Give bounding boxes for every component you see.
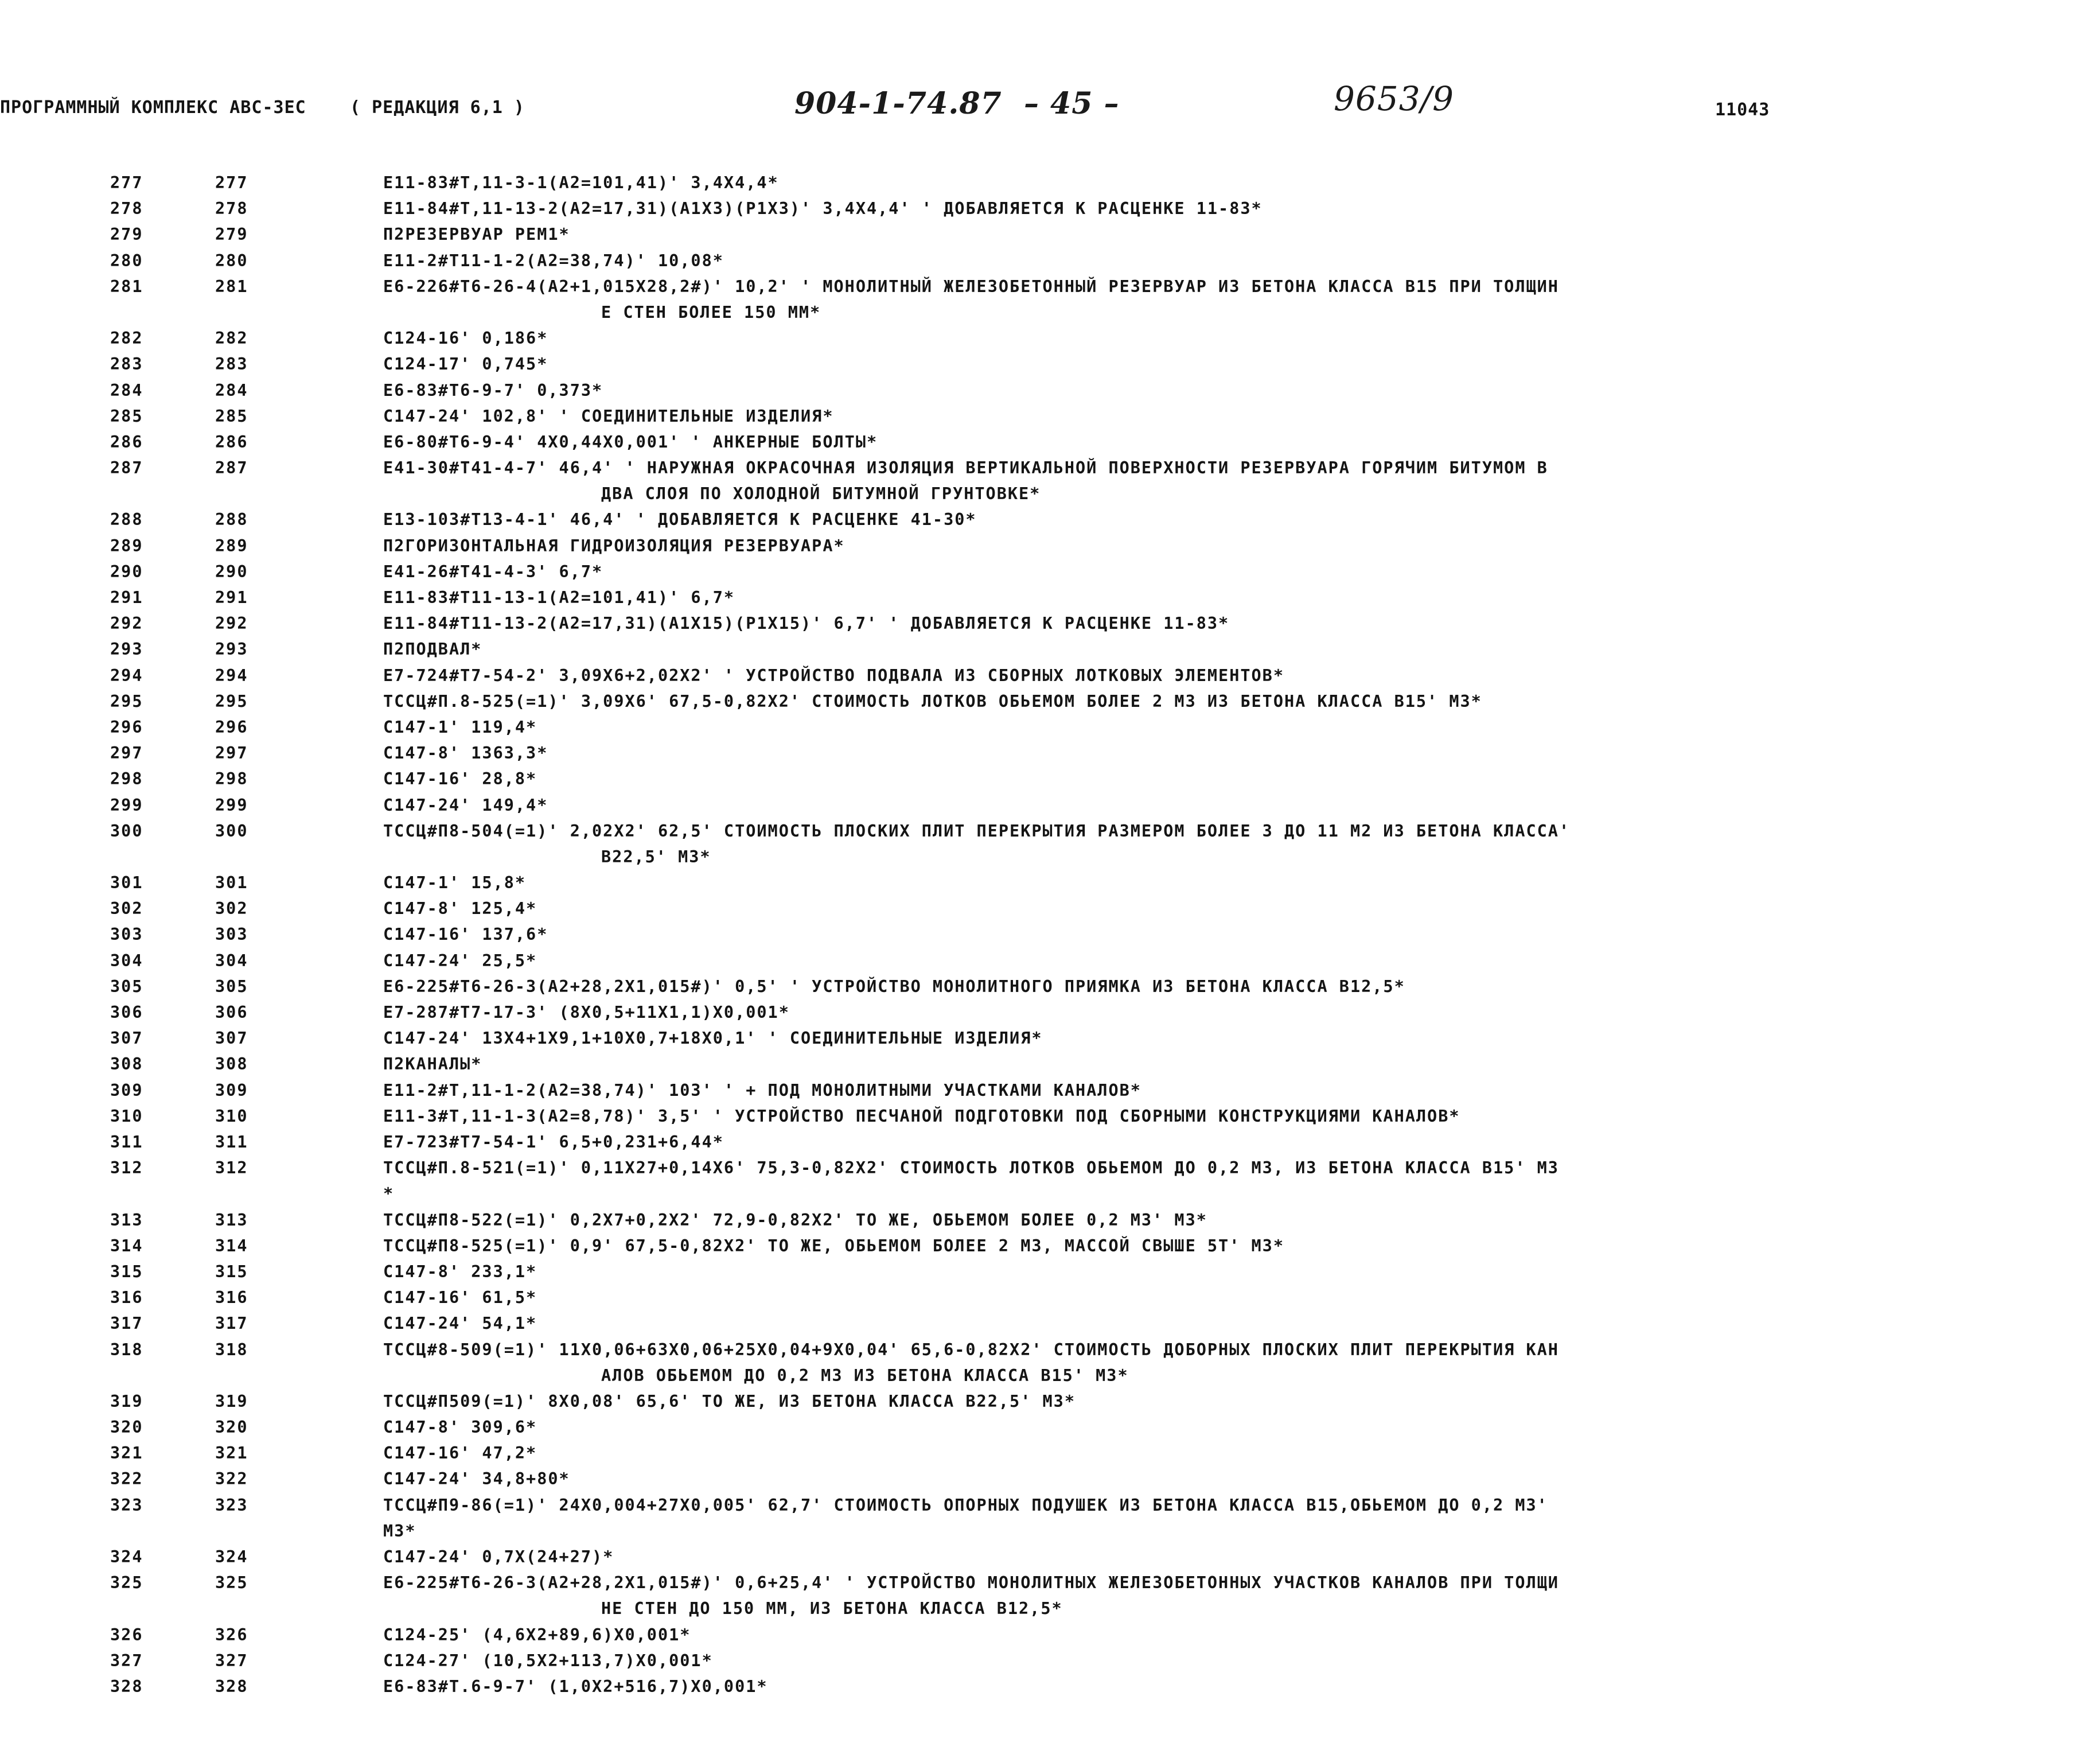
statement-text: С124-25' (4,6Х2+89,6)Х0,001* (383, 1625, 691, 1644)
listing-row (0, 248, 2100, 274)
statement-number: 280 (215, 251, 248, 270)
listing-row (0, 610, 2100, 636)
line-number: 300 (110, 821, 143, 841)
statement-text: С147-24' 102,8' ' СОЕДИНИТЕЛЬНЫЕ ИЗДЕЛИЯ* (383, 406, 834, 426)
line-number: 299 (110, 795, 143, 815)
line-number: 315 (110, 1262, 143, 1281)
code-listing (0, 170, 2100, 1699)
statement-number: 283 (215, 355, 248, 374)
statement-number: 324 (215, 1547, 248, 1567)
listing-row (0, 1103, 2100, 1129)
listing-row (0, 1285, 2100, 1310)
listing-row (0, 1310, 2100, 1336)
statement-text: С147-16' 61,5* (383, 1288, 537, 1308)
statement-number: 307 (215, 1029, 248, 1048)
listing-row (0, 896, 2100, 921)
statement-number: 285 (215, 406, 248, 426)
listing-row (0, 533, 2100, 559)
statement-number: 294 (215, 666, 248, 685)
line-number: 294 (110, 666, 143, 685)
statement-text: С147-16' 137,6* (383, 925, 548, 944)
statement-text: Е7-287#Т7-17-3' (8Х0,5+11Х1,1)Х0,001* (383, 1003, 790, 1022)
statement-text: С147-16' 47,2* (383, 1444, 537, 1463)
line-number: 298 (110, 769, 143, 789)
statement-text: С124-16' 0,186* (383, 329, 548, 348)
handwritten-project-code (794, 86, 1120, 121)
listing-row (0, 714, 2100, 740)
listing-row (0, 403, 2100, 429)
listing-row (0, 1129, 2100, 1155)
line-number: 296 (110, 717, 143, 737)
statement-number: 321 (215, 1444, 248, 1463)
statement-number: 293 (215, 640, 248, 659)
line-number: 301 (110, 873, 143, 893)
statement-text: С124-27' (10,5Х2+113,7)Х0,001* (383, 1651, 713, 1670)
line-number: 285 (110, 406, 143, 426)
listing-row (0, 1492, 2100, 1544)
listing-row (0, 429, 2100, 455)
statement-number: 297 (215, 744, 248, 763)
statement-text: С147-24' 0,7Х(24+27)* (383, 1547, 614, 1567)
statement-number: 320 (215, 1418, 248, 1437)
statement-text: ТССЦ#П8-504(=1)' 2,02Х2' 62,5' СТОИМОСТЬ ПЛОСКИХ ПЛИТ ПЕРЕКРЫТИЯ РАЗМЕРОМ БОЛЕЕ 3 ДО 11 М2 ИЗ БЕТОНА КЛАССА' (383, 821, 1571, 841)
line-number: 297 (110, 744, 143, 763)
handwritten-reference: 9653/9 (1334, 79, 1455, 118)
statement-text: ТССЦ#П509(=1)' 8Х0,08' 65,6' ТО ЖЕ, ИЗ БЕТОНА КЛАССА В22,5' М3* (383, 1391, 1076, 1411)
listing-row (0, 999, 2100, 1025)
page-header (0, 79, 2100, 138)
page-number: – 45 – (1023, 86, 1120, 121)
listing-row (0, 740, 2100, 766)
line-number: 326 (110, 1625, 143, 1644)
statement-continuation: АЛОВ ОБЬЕМОМ ДО 0,2 М3 ИЗ БЕТОНА КЛАССА В15' М3* (601, 1366, 1129, 1385)
statement-text: Е11-84#Т,11-13-2(А2=17,31)(А1Х3)(Р1Х3)' 3,4Х4,4' ' ДОБАВЛЯЕТСЯ К РАСЦЕНКЕ 11-83* (383, 199, 1263, 219)
listing-row (0, 1051, 2100, 1077)
line-number: 278 (110, 199, 143, 219)
statement-number: 317 (215, 1314, 248, 1333)
listing-row (0, 351, 2100, 377)
line-number: 287 (110, 458, 143, 478)
statement-text: Е7-724#Т7-54-2' 3,09Х6+2,02Х2' ' УСТРОЙСТВО ПОДВАЛА ИЗ СБОРНЫХ ЛОТКОВЫХ ЭЛЕМЕНТОВ* (383, 666, 1284, 685)
line-number: 295 (110, 691, 143, 711)
line-number: 328 (110, 1677, 143, 1696)
statement-number: 286 (215, 432, 248, 452)
statement-text: П2КАНАЛЫ* (383, 1055, 482, 1074)
statement-text: С147-24' 25,5* (383, 951, 537, 970)
statement-text: С147-24' 34,8+80* (383, 1469, 570, 1489)
line-number: 293 (110, 640, 143, 659)
statement-text: ТССЦ#П9-86(=1)' 24Х0,004+27Х0,005' 62,7' СТОИМОСТЬ ОПОРНЫХ ПОДУШЕК ИЗ БЕТОНА КЛАССА В15,ОБЬЕМОМ ДО 0,2 М3' (383, 1495, 1548, 1515)
line-number: 324 (110, 1547, 143, 1567)
statement-number: 325 (215, 1573, 248, 1593)
listing-row (0, 1544, 2100, 1570)
statement-text: С147-1' 15,8* (383, 873, 527, 893)
line-number: 314 (110, 1236, 143, 1255)
statement-number: 311 (215, 1132, 248, 1152)
statement-number: 292 (215, 614, 248, 633)
listing-row (0, 1388, 2100, 1414)
statement-text: С147-24' 149,4* (383, 795, 548, 815)
statement-number: 287 (215, 458, 248, 478)
statement-text: С147-8' 125,4* (383, 899, 537, 919)
line-number: 325 (110, 1573, 143, 1593)
statement-number: 316 (215, 1288, 248, 1308)
statement-text: П2ПОДВАЛ* (383, 640, 482, 659)
statement-text: Е11-83#Т,11-3-1(А2=101,41)' 3,4Х4,4* (383, 173, 779, 192)
statement-number: 312 (215, 1158, 248, 1178)
listing-row (0, 1570, 2100, 1621)
statement-text: С124-17' 0,745* (383, 355, 548, 374)
line-number: 283 (110, 355, 143, 374)
statement-text: ТССЦ#8-509(=1)' 11Х0,06+63Х0,06+25Х0,04+9Х0,04' 65,6-0,82Х2' СТОИМОСТЬ ДОБОРНЫХ ПЛОСКИХ ПЛИТ ПЕРЕКРЫТИЯ КАН (383, 1340, 1559, 1359)
statement-number: 310 (215, 1106, 248, 1126)
statement-text: С147-1' 119,4* (383, 717, 537, 737)
handwritten-project-code-text: 904-1-74.87 (794, 86, 1002, 121)
line-number: 306 (110, 1003, 143, 1022)
line-number: 307 (110, 1029, 143, 1048)
line-number: 309 (110, 1080, 143, 1100)
listing-row (0, 196, 2100, 221)
edition-label: ( РЕДАКЦИЯ 6,1 ) (349, 98, 525, 118)
statement-number: 313 (215, 1210, 248, 1230)
statement-number: 299 (215, 795, 248, 815)
line-number: 323 (110, 1495, 143, 1515)
line-number: 312 (110, 1158, 143, 1178)
listing-row (0, 455, 2100, 507)
line-number: 322 (110, 1469, 143, 1489)
listing-row (0, 221, 2100, 247)
statement-text: Е6-225#Т6-26-3(А2+28,2Х1,015#)' 0,6+25,4' ' УСТРОЙСТВО МОНОЛИТНЫХ ЖЕЛЕЗОБЕТОННЫХ УЧАСТКОВ КАНАЛОВ ПРИ ТОЛЩИ (383, 1573, 1559, 1593)
listing-row (0, 689, 2100, 714)
line-number: 308 (110, 1055, 143, 1074)
listing-row (0, 1207, 2100, 1233)
listing-row (0, 974, 2100, 999)
statement-number: 302 (215, 899, 248, 919)
statement-number: 289 (215, 536, 248, 555)
listing-row (0, 507, 2100, 532)
listing-row (0, 1674, 2100, 1699)
line-number: 318 (110, 1340, 143, 1359)
listing-row (0, 585, 2100, 610)
statement-continuation: В22,5' М3* (601, 847, 711, 866)
listing-row (0, 921, 2100, 947)
statement-number: 296 (215, 717, 248, 737)
statement-text: Е41-30#Т41-4-7' 46,4' ' НАРУЖНАЯ ОКРАСОЧНАЯ ИЗОЛЯЦИЯ ВЕРТИКАЛЬНОЙ ПОВЕРХНОСТИ РЕЗЕРВУАРА ГОРЯЧИМ БИТУМОМ В (383, 458, 1548, 478)
line-number: 319 (110, 1391, 143, 1411)
line-number: 281 (110, 277, 143, 296)
line-number: 290 (110, 562, 143, 581)
line-number: 288 (110, 510, 143, 530)
statement-continuation: Е СТЕН БОЛЕЕ 150 ММ* (601, 302, 821, 322)
line-number: 320 (110, 1418, 143, 1437)
listing-row (0, 325, 2100, 351)
line-number: 279 (110, 225, 143, 244)
statement-number: 279 (215, 225, 248, 244)
statement-text: Е11-3#Т,11-1-3(А2=8,78)' 3,5' ' УСТРОЙСТВО ПЕСЧАНОЙ ПОДГОТОВКИ ПОД СБОРНЫМИ КОНСТРУКЦИЯМИ КАНАЛОВ* (383, 1106, 1460, 1126)
listing-row (0, 1648, 2100, 1674)
listing-row (0, 1233, 2100, 1259)
line-number: 291 (110, 588, 143, 608)
statement-number: 288 (215, 510, 248, 530)
line-number: 284 (110, 380, 143, 400)
statement-text: С147-8' 309,6* (383, 1418, 537, 1437)
sheet-code: 11043 (1715, 100, 1770, 120)
statement-number: 295 (215, 691, 248, 711)
program-title (0, 98, 525, 118)
listing-row (0, 1337, 2100, 1388)
statement-text: С147-24' 13Х4+1Х9,1+10Х0,7+18Х0,1' ' СОЕДИНИТЕЛЬНЫЕ ИЗДЕЛИЯ* (383, 1029, 1043, 1048)
listing-row (0, 1622, 2100, 1648)
statement-continuation: НЕ СТЕН ДО 150 ММ, ИЗ БЕТОНА КЛАССА В12,5* (601, 1599, 1063, 1619)
statement-number: 282 (215, 329, 248, 348)
line-number: 282 (110, 329, 143, 348)
statement-number: 308 (215, 1055, 248, 1074)
statement-number: 303 (215, 925, 248, 944)
statement-text: Е11-2#Т,11-1-2(А2=38,74)' 103' ' + ПОД МОНОЛИТНЫМИ УЧАСТКАМИ КАНАЛОВ* (383, 1080, 1141, 1100)
listing-row (0, 170, 2100, 196)
line-number: 313 (110, 1210, 143, 1230)
listing-row (0, 1155, 2100, 1207)
listing-row (0, 766, 2100, 792)
statement-text: П2ГОРИЗОНТАЛЬНАЯ ГИДРОИЗОЛЯЦИЯ РЕЗЕРВУАРА* (383, 536, 845, 555)
listing-row (0, 636, 2100, 662)
line-number: 321 (110, 1444, 143, 1463)
listing-row (0, 1440, 2100, 1466)
statement-number: 281 (215, 277, 248, 296)
statement-number: 309 (215, 1080, 248, 1100)
statement-text: ТССЦ#П.8-525(=1)' 3,09Х6' 67,5-0,82Х2' СТОИМОСТЬ ЛОТКОВ ОБЬЕМОМ БОЛЕЕ 2 М3 ИЗ БЕТОНА КЛАССА В15' М3* (383, 691, 1482, 711)
statement-number: 318 (215, 1340, 248, 1359)
listing-row (0, 1078, 2100, 1103)
statement-number: 315 (215, 1262, 248, 1281)
line-number: 310 (110, 1106, 143, 1126)
statement-text: Е13-103#Т13-4-1' 46,4' ' ДОБАВЛЯЕТСЯ К РАСЦЕНКЕ 41-30* (383, 510, 977, 530)
statement-number: 277 (215, 173, 248, 192)
statement-text: С147-8' 1363,3* (383, 744, 548, 763)
line-number: 305 (110, 977, 143, 996)
line-number: 316 (110, 1288, 143, 1308)
statement-text: Е6-226#Т6-26-4(А2+1,015Х28,2#)' 10,2' ' МОНОЛИТНЫЙ ЖЕЛЕЗОБЕТОННЫЙ РЕЗЕРВУАР ИЗ БЕТОНА КЛАССА В15 ПРИ ТОЛЩИН (383, 277, 1559, 296)
listing-row (0, 559, 2100, 585)
statement-number: 300 (215, 821, 248, 841)
statement-text: Е6-80#Т6-9-4' 4Х0,44Х0,001' ' АНКЕРНЫЕ БОЛТЫ* (383, 432, 878, 452)
statement-continuation: ДВА СЛОЯ ПО ХОЛОДНОЙ БИТУМНОЙ ГРУНТОВКЕ* (601, 484, 1041, 504)
line-number: 317 (110, 1314, 143, 1333)
statement-continuation: * (383, 1184, 395, 1204)
statement-number: 323 (215, 1495, 248, 1515)
listing-row (0, 818, 2100, 870)
listing-row (0, 274, 2100, 325)
line-number: 311 (110, 1132, 143, 1152)
listing-row (0, 663, 2100, 689)
statement-number: 306 (215, 1003, 248, 1022)
listing-row (0, 1466, 2100, 1492)
listing-row (0, 1414, 2100, 1440)
statement-number: 319 (215, 1391, 248, 1411)
statement-text: С147-8' 233,1* (383, 1262, 537, 1281)
statement-number: 304 (215, 951, 248, 970)
statement-number: 291 (215, 588, 248, 608)
statement-text: ТССЦ#П8-525(=1)' 0,9' 67,5-0,82Х2' ТО ЖЕ, ОБЬЕМОМ БОЛЕЕ 2 М3, МАССОЙ СВЫШЕ 5Т' М3* (383, 1236, 1284, 1255)
statement-text: Е7-723#Т7-54-1' 6,5+0,231+6,44* (383, 1132, 724, 1152)
listing-row (0, 378, 2100, 403)
statement-text: Е11-84#Т11-13-2(А2=17,31)(А1Х15)(Р1Х15)' 6,7' ' ДОБАВЛЯЕТСЯ К РАСЦЕНКЕ 11-83* (383, 614, 1230, 633)
statement-text: С147-16' 28,8* (383, 769, 537, 789)
statement-number: 278 (215, 199, 248, 219)
statement-text: Е41-26#Т41-4-3' 6,7* (383, 562, 603, 581)
statement-number: 326 (215, 1625, 248, 1644)
line-number: 292 (110, 614, 143, 633)
line-number: 303 (110, 925, 143, 944)
line-number: 280 (110, 251, 143, 270)
line-number: 289 (110, 536, 143, 555)
line-number: 277 (110, 173, 143, 192)
statement-continuation: М3* (383, 1521, 416, 1541)
statement-text: Е11-83#Т11-13-1(А2=101,41)' 6,7* (383, 588, 735, 608)
line-number: 304 (110, 951, 143, 970)
statement-text: П2РЕЗЕРВУАР РЕМ1* (383, 225, 570, 244)
statement-number: 301 (215, 873, 248, 893)
statement-number: 314 (215, 1236, 248, 1255)
listing-row (0, 1259, 2100, 1285)
statement-number: 328 (215, 1677, 248, 1696)
statement-text: С147-24' 54,1* (383, 1314, 537, 1333)
listing-row (0, 870, 2100, 896)
statement-text: Е11-2#Т11-1-2(А2=38,74)' 10,08* (383, 251, 724, 270)
line-number: 286 (110, 432, 143, 452)
statement-text: ТССЦ#П.8-521(=1)' 0,11Х27+0,14Х6' 75,3-0,82Х2' СТОИМОСТЬ ЛОТКОВ ОБЬЕМОМ ДО 0,2 М3, ИЗ БЕТОНА КЛАССА В15' М3 (383, 1158, 1559, 1178)
statement-text: Е6-225#Т6-26-3(А2+28,2Х1,015#)' 0,5' ' УСТРОЙСТВО МОНОЛИТНОГО ПРИЯМКА ИЗ БЕТОНА КЛАССА В12,5* (383, 977, 1405, 996)
statement-number: 305 (215, 977, 248, 996)
statement-text: ТССЦ#П8-522(=1)' 0,2Х7+0,2Х2' 72,9-0,82Х2' ТО ЖЕ, ОБЬЕМОМ БОЛЕЕ 0,2 М3' М3* (383, 1210, 1207, 1230)
statement-number: 284 (215, 380, 248, 400)
listing-row (0, 792, 2100, 818)
line-number: 302 (110, 899, 143, 919)
statement-number: 298 (215, 769, 248, 789)
statement-text: Е6-83#Т6-9-7' 0,373* (383, 380, 603, 400)
program-name: ПРОГРАММНЫЙ КОМПЛЕКС АВС-ЗЕС (0, 98, 306, 118)
statement-text: Е6-83#Т.6-9-7' (1,0Х2+516,7)Х0,001* (383, 1677, 768, 1696)
statement-number: 290 (215, 562, 248, 581)
statement-number: 322 (215, 1469, 248, 1489)
listing-row (0, 948, 2100, 974)
line-number: 327 (110, 1651, 143, 1670)
statement-number: 327 (215, 1651, 248, 1670)
listing-row (0, 1025, 2100, 1051)
